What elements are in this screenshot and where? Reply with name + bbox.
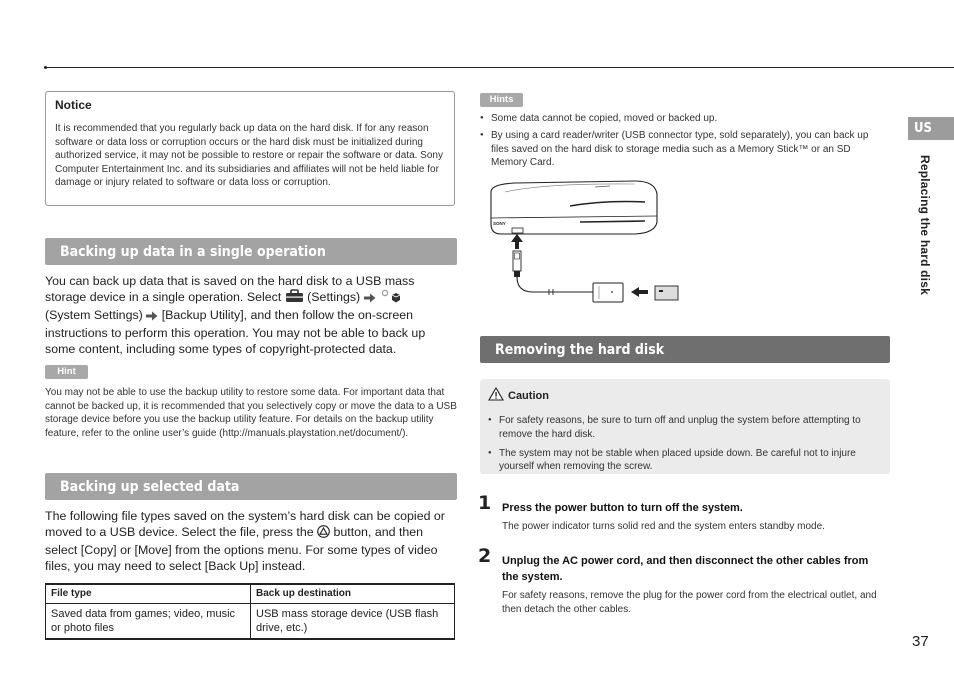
table-header-file-type: File type <box>46 584 251 604</box>
hints-label: Hints <box>480 93 523 107</box>
section-heading-selected-data: Backing up selected data <box>45 473 457 500</box>
settings-label: (Settings) <box>307 290 361 304</box>
section2-text-part2: button, and then select [Copy] or [Move] from the options menu. For some types of video files, you may need to select [Back Up] instead. <box>45 525 438 573</box>
arrow-right-icon <box>364 291 376 307</box>
system-settings-label: (System Settings) <box>45 308 143 322</box>
triangle-button-icon <box>317 525 330 542</box>
step-1-number: 1 <box>478 492 492 514</box>
settings-toolbox-icon <box>285 289 304 307</box>
step-2-heading: Unplug the AC power cord, and then disconnect the other cables from the system. <box>502 555 869 583</box>
table-header-destination: Back up destination <box>251 584 455 604</box>
section2-text-part1: The following file types saved on the system’s hard disk can be copied or moved to a USB device. Select the file, press the <box>45 509 445 539</box>
section-heading-remove-hard-disk: Removing the hard disk <box>480 336 890 363</box>
caution-box <box>480 379 890 474</box>
header-rule-dot <box>44 66 47 69</box>
list-item: ● By using a card reader/writer (USB connector type, sold separately), you can back up files saved on the hard disk to storage media such as a Memory Stick™ or an SD Memory Card. <box>480 129 885 170</box>
section1-text-part2: [Backup Utility], and then follow the on-screen instructions to perform this operation. You may not be able to back up some content, including some types of copyright-protected data. <box>45 308 426 356</box>
arrow-right-icon <box>146 309 158 325</box>
system-settings-gear-icon <box>379 289 401 307</box>
table-cell-file-type: Saved data from games; video, music or photo files <box>46 604 251 640</box>
caution-title: Caution <box>508 389 549 402</box>
list-item: ● For safety reasons, be sure to turn off and unplug the system before attempting to remove the hard disk. <box>488 414 882 442</box>
header-rule <box>44 67 954 68</box>
warning-triangle-icon <box>488 387 504 404</box>
table-row <box>46 604 455 640</box>
file-types-table <box>45 583 455 640</box>
section1-text-part1: You can back up data that is saved on the hard disk to a USB mass storage device in a single operation. Select <box>45 274 415 304</box>
page-number: 37 <box>912 633 929 650</box>
region-tab: US <box>908 117 954 140</box>
notice-box <box>45 91 455 206</box>
step-1-body: The power indicator turns solid red and the system enters standby mode. <box>502 521 825 532</box>
step-2-number: 2 <box>478 545 492 567</box>
section2-paragraph <box>45 508 457 574</box>
step-2-body: For safety reasons, remove the plug for the power cord from the electrical outlet, and then detach the other cables. <box>502 590 877 615</box>
step-1-heading: Press the power button to turn off the system. <box>502 502 743 514</box>
caution-list <box>488 414 882 474</box>
list-item: ● Some data cannot be copied, moved or backed up. <box>480 112 885 126</box>
hint-label: Hint <box>45 365 88 379</box>
table-header-row <box>46 584 455 604</box>
console-brand-text: SONY <box>493 221 506 226</box>
hints-list <box>480 112 885 173</box>
table-cell-destination: USB mass storage device (USB flash drive, etc.) <box>251 604 455 640</box>
hint-text: You may not be able to use the backup utility to restore some data. For important data that cannot be backed up, it is recommended that you selectively copy or move the data to a USB storage device before you use the backup utility feature. For details on the backup utility feature, refer to the online user’s guide (http://manuals.playstation.net/document/). <box>45 387 457 439</box>
list-item: ● The system may not be stable when placed upside down. Be careful not to injure yourself when removing the screw. <box>488 447 882 475</box>
console-usb-illustration <box>485 178 685 308</box>
section-side-label: Replacing the hard disk <box>918 155 932 295</box>
section-heading-single-operation: Backing up data in a single operation <box>45 238 457 265</box>
notice-title: Notice <box>55 98 92 112</box>
notice-body: It is recommended that you regularly back up data on the hard disk. If for any reason software or data loss or corruption occurs or the hard disk must be initialized during authorized service, it may not be possible to restore or repair the software or data. Sony Computer Entertainment Inc. and its subsidiaries and affiliates will not be held liable for damage or injury related to software or data loss or corruption. <box>55 123 443 189</box>
caution-heading <box>488 387 882 404</box>
section1-paragraph <box>45 273 457 357</box>
